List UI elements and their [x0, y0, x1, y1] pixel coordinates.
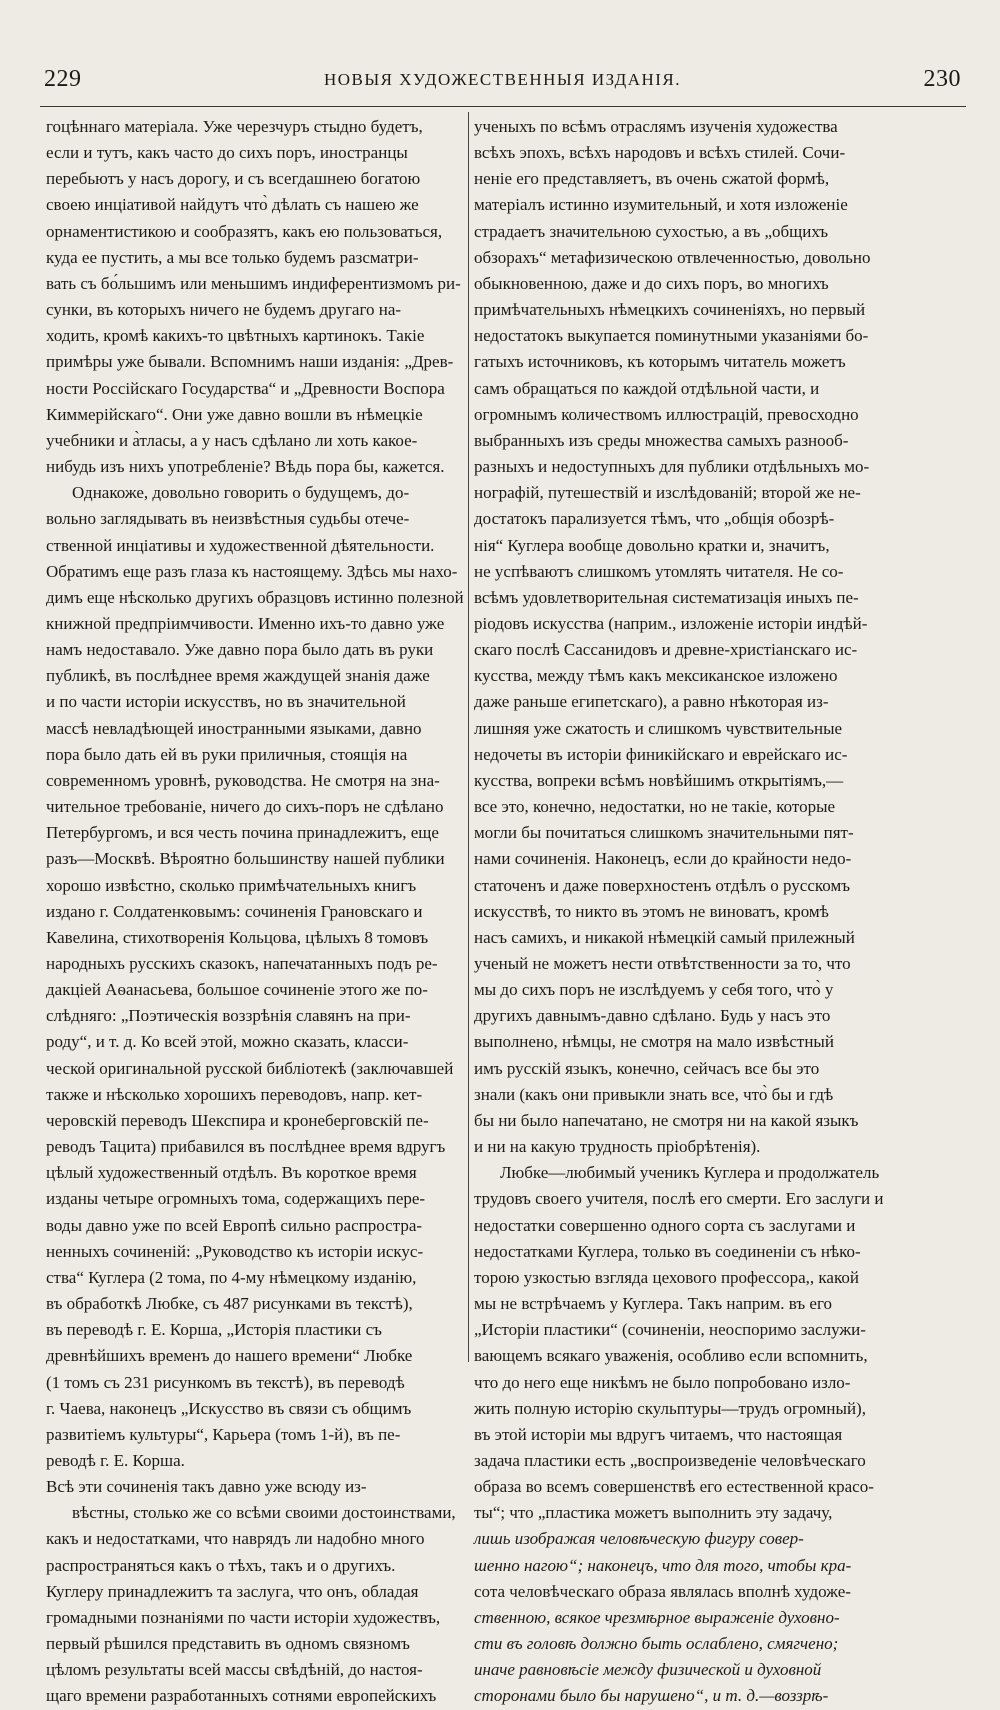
- text-line: ненныхъ сочиненій: „Руководство къ исторіи искус-: [46, 1241, 424, 1261]
- text-line: бы ни было напечатано, не смотря ни на какой языкъ: [474, 1110, 859, 1130]
- text-line: лишняя уже сжатость и слишкомъ чувствительные: [474, 718, 843, 738]
- text-line: какъ и недостатками, что наврядъ ли надобно много: [46, 1529, 425, 1549]
- text-line: Всѣ эти сочиненія такъ давно уже всюду из-: [46, 1477, 367, 1497]
- text-line: ственной инціативы и художественной дѣятельности.: [46, 535, 435, 555]
- text-line: все это, конечно, недостатки, но не такіе, которые: [474, 797, 836, 817]
- left-column: [46, 114, 464, 1710]
- text-line: реводѣ г. Е. Корша.: [46, 1450, 185, 1470]
- text-line: вольно заглядывать въ неизвѣстныя судьбы отече-: [46, 509, 410, 529]
- text-line: ходить, кромѣ какихъ-то цвѣтныхъ картинокъ. Такіе: [46, 326, 425, 346]
- text-line: гатыхъ источниковъ, къ которымъ читатель можетъ: [474, 352, 846, 372]
- text-line: выбранныхъ изъ среды множества самыхъ разнооб-: [474, 430, 849, 450]
- text-line: скаго послѣ Сассанидовъ и древне-христіанскаго ис-: [474, 640, 858, 660]
- text-line: торою узкостью взгляда цехового профессора,, какой: [474, 1267, 859, 1287]
- text-line: мы до сихъ поръ не изслѣдуемъ у себя того, что̀ у: [474, 980, 834, 1000]
- text-line: Петербургомъ, и вся честь почина принадлежитъ, еще: [46, 823, 439, 843]
- text-line: Кавелина, стихотворенія Кольцова, цѣлыхъ 8 томовъ: [46, 927, 429, 947]
- text-line: нія“ Куглера вообще довольно кратки и, значитъ,: [474, 535, 830, 555]
- text-line: цѣлый художественный отдѣлъ. Въ короткое время: [46, 1163, 417, 1183]
- text-line: выполнено, нѣмцы, не смотря на мало извѣстный: [474, 1032, 834, 1052]
- header-rule: [40, 106, 966, 107]
- text-line: пора было дать ей въ руки приличныя, стоящія на: [46, 744, 408, 764]
- text-line: и ни на какую трудность пріобрѣтенія).: [474, 1137, 761, 1157]
- text-line: димъ еще нѣсколько другихъ образцовъ истинно полезной: [46, 587, 464, 607]
- text-line: книжной предпріимчивости. Именно ихъ-то давно уже: [46, 613, 445, 633]
- text-line: недостатокъ выкупается поминутными указаніями бо-: [474, 326, 869, 346]
- text-line: въ переводѣ г. Е. Корша, „Исторія пластики съ: [46, 1320, 382, 1340]
- text-line: нами сочиненія. Наконецъ, если до крайности недо-: [474, 849, 852, 869]
- text-line: г. Чаева, наконецъ „Искусство въ связи съ общимъ: [46, 1398, 412, 1418]
- text-line: обыкновенною, даже и до сихъ поръ, во многихъ: [474, 273, 829, 293]
- text-line: ученыхъ по всѣмъ отраслямъ изученія художества: [474, 117, 838, 136]
- text-line: примѣры уже бывали. Вспомнимъ наши изданія: „Древ-: [46, 352, 454, 372]
- text-line: въ обработкѣ Любке, съ 487 рисунками въ текстѣ),: [46, 1294, 413, 1314]
- text-line: кусства, между тѣмъ какъ мексиканское изложено: [474, 666, 838, 686]
- page-header: [40, 58, 965, 98]
- text-line: ріодовъ искусства (наприм., изложеніе исторіи индѣй-: [474, 613, 868, 633]
- text-line: изданы четыре огромныхъ тома, содержащихъ пере-: [46, 1189, 426, 1209]
- text-line: ты“; что „пластика можетъ выполнить эту задачу,: [474, 1503, 833, 1523]
- text-line: жить полную исторію скульптуры—трудъ огромный),: [474, 1398, 866, 1418]
- text-line: задача пластики есть „воспроизведеніе человѣческаго: [474, 1450, 866, 1470]
- text-line: также и нѣсколько хорошихъ переводовъ, напр. кет-: [46, 1084, 423, 1104]
- text-line: народныхъ русскихъ сказокъ, напечатанныхъ подъ ре-: [46, 954, 438, 973]
- text-line: что до него еще никѣмъ не было попробовано изло-: [474, 1372, 851, 1392]
- text-line: вающемъ всякаго уваженія, особливо если вспомнить,: [474, 1346, 868, 1366]
- text-line: роду“, и т. д. Ко всей этой, можно сказать, класси-: [46, 1032, 409, 1052]
- text-line: другихъ давнымъ-давно сдѣлано. Будь у насъ это: [474, 1006, 831, 1026]
- text-line: нибудь изъ нихъ употребленіе? Вѣдь пора бы, кажется.: [46, 457, 445, 477]
- text-line: дакціей Аѳанасьева, большое сочиненіе этого же по-: [46, 980, 428, 1000]
- text-line: массѣ невладѣющей иностранными языками, давно: [46, 718, 422, 738]
- text-line: недочеты въ исторіи финикійскаго и еврейскаго ис-: [474, 744, 848, 764]
- text-line: куда ее пустить, а мы все только будемъ разсматри-: [46, 247, 419, 267]
- page-number-left: 229: [44, 66, 82, 92]
- text-line: матеріалъ истинно изумительный, и хотя изложеніе: [474, 195, 848, 215]
- text-line: могли бы почитаться слишкомъ значительными пят-: [474, 823, 854, 843]
- text-line: статоченъ и даже поверхностенъ отдѣлъ о русскомъ: [474, 875, 851, 895]
- text-line: знали (какъ они привыкли знать все, что̀ бы и гдѣ: [474, 1084, 834, 1104]
- text-line: ственною, всякое чрезмѣрное выраженіе духовно-: [474, 1607, 840, 1627]
- text-line: если и тутъ, какъ часто до сихъ поръ, иностранцы: [46, 143, 408, 163]
- text-line: насъ самихъ, и никакой нѣмецкій самый прилежный: [474, 927, 855, 947]
- text-line: кусства, вопреки всѣмъ новѣйшимъ открытіямъ,—: [474, 770, 844, 790]
- text-line: вать съ бо́льшимъ или меньшимъ индиферентизмомъ ри-: [46, 273, 461, 293]
- text-line: Любке—любимый ученикъ Куглера и продолжатель: [500, 1163, 880, 1183]
- text-line: щаго времени разработанныхъ сотнями европейскихъ: [46, 1686, 437, 1706]
- text-line: огромнымъ количествомъ иллюстрацій, превосходно: [474, 404, 859, 424]
- text-line: учебники и а̀тласы, а у насъ сдѣлано ли хоть какое-: [46, 430, 418, 450]
- text-line: примѣчательныхъ нѣмецкихъ сочиненіяхъ, но первый: [474, 300, 866, 320]
- text-line: даже раньше египетскаго), а равно нѣкоторая из-: [474, 692, 829, 712]
- text-line: ческой оригинальной русской библіотекѣ (заключавшей: [46, 1058, 454, 1078]
- text-line: страдаетъ значительною сухостью, а въ „общихъ: [474, 221, 829, 241]
- text-line: гоцѣннаго матеріала. Уже черезчуръ стыдно будетъ,: [46, 117, 423, 136]
- text-line: „Исторіи пластики“ (сочиненіи, неоспоримо заслужи-: [474, 1320, 866, 1340]
- text-line: сунки, въ которыхъ ничего не будемъ другаго на-: [46, 300, 402, 320]
- text-line: публикѣ, въ послѣднее время жаждущей знанія даже: [46, 666, 430, 686]
- text-line: орнаментистикою и сообразятъ, какъ ею пользоваться,: [46, 221, 443, 241]
- text-line: трудовъ своего учителя, послѣ его смерти. Его заслуги и: [474, 1189, 884, 1209]
- text-line: цѣломъ результаты всей массы свѣдѣній, до настоя-: [46, 1660, 423, 1680]
- text-line: перебьютъ у насъ дорогу, и съ всегдашнею богатою: [46, 169, 421, 189]
- text-line: самъ обращаться по каждой отдѣльной части, и: [474, 378, 820, 398]
- text-line: шенно нагою“; наконецъ, что для того, чтобы кра-: [474, 1555, 852, 1575]
- text-line: сторонами было бы нарушено“, и т. д.—воззрѣ-: [474, 1686, 829, 1706]
- text-line: издано г. Солдатенковымъ: сочиненія Грановскаго и: [46, 901, 423, 921]
- text-line: черовскій переводъ Шекспира и кронеберговскій пе-: [46, 1110, 429, 1130]
- text-line: недостатками Куглера, только въ соединеніи съ нѣко-: [474, 1241, 861, 1261]
- text-line: разъ—Москвѣ. Вѣроятно большинству нашей публики: [46, 849, 445, 869]
- text-line: слѣдняго: „Поэтическія воззрѣнія славянъ на при-: [46, 1006, 411, 1026]
- text-line: ства“ Куглера (2 тома, по 4-му нѣмецкому изданію,: [46, 1267, 417, 1287]
- text-line: ученый не можетъ нести отвѣтственности за то, что: [474, 954, 851, 973]
- text-line: сти въ головѣ должно быть ослаблено, смягчено;: [474, 1634, 839, 1654]
- text-line: образа во всемъ совершенствѣ его естественной красо-: [474, 1477, 874, 1497]
- text-line: древнѣйшихъ временъ до нашего времени“ Любке: [46, 1346, 413, 1366]
- text-line: хорошо извѣстно, сколько примѣчательныхъ книгъ: [46, 875, 417, 895]
- text-line: сота человѣческаго образа являлась вполнѣ художе-: [474, 1581, 851, 1601]
- text-line: первый рѣшился представить въ одномъ связномъ: [46, 1634, 410, 1654]
- text-line: и по части исторіи искусствъ, но въ значительной: [46, 692, 406, 712]
- text-line: воды давно уже по всей Европѣ сильно распростра-: [46, 1215, 423, 1235]
- text-line: не успѣваютъ слишкомъ утомлять читателя. Не со-: [474, 561, 844, 581]
- text-line: нографій, путешествій и изслѣдованій; второй же не-: [474, 483, 861, 503]
- text-line: достатокъ парализуется тѣмъ, что „общія обозрѣ-: [474, 509, 835, 529]
- text-line: мы не встрѣчаемъ у Куглера. Такъ наприм. въ его: [474, 1294, 833, 1314]
- text-line: громадными познаніями по части исторіи художествъ,: [46, 1607, 441, 1627]
- text-line: современномъ уровнѣ, руководства. Не смотря на зна-: [46, 770, 440, 790]
- text-line: вѣстны, столько же со всѣми своими достоинствами,: [72, 1503, 456, 1523]
- page-number-right: 230: [923, 66, 961, 92]
- text-line: обзорахъ“ метафизическою отвлеченностью, довольно: [474, 247, 871, 267]
- text-line: лишь изображая человѣческую фигуру совер-: [474, 1529, 804, 1549]
- text-line: чительное требованіе, ничего до сихъ-поръ не сдѣлано: [46, 797, 444, 817]
- text-line: имъ русскій языкъ, конечно, сейчасъ все бы это: [474, 1058, 820, 1078]
- text-line: иначе равновѣсіе между физической и духовной: [474, 1660, 822, 1680]
- running-title: НОВЫЯ ХУДОЖЕСТВЕННЫЯ ИЗДАНІЯ.: [323, 70, 682, 89]
- text-line: Обратимъ еще разъ глаза къ настоящему. Здѣсь мы нахо-: [46, 561, 458, 581]
- text-line: намъ недоставало. Уже давно пора было дать въ руки: [46, 640, 434, 660]
- text-line: разныхъ и недоступныхъ для публики отдѣльныхъ мо-: [474, 457, 870, 477]
- text-line: недостатки совершенно одного сорта съ заслугами и: [474, 1215, 856, 1235]
- text-line: распространяться какъ о тѣхъ, такъ и о другихъ.: [46, 1555, 396, 1575]
- text-line: всѣхъ эпохъ, всѣхъ народовъ и всѣхъ стилей. Сочи-: [474, 143, 846, 163]
- text-line: неніе его представляетъ, въ очень сжатой формѣ,: [474, 169, 830, 189]
- text-line: Куглеру принадлежитъ та заслуга, что онъ, обладая: [46, 1581, 419, 1601]
- text-line: развитіемъ культуры“, Карьера (томъ 1-й), въ пе-: [46, 1424, 401, 1444]
- column-divider: [468, 112, 469, 1362]
- text-line: ности Россійскаго Государства“ и „Древности Воспора: [46, 378, 445, 398]
- text-line: Киммерійскаго“. Они уже давно вошли въ нѣмецкіе: [46, 404, 423, 424]
- right-column: [474, 114, 884, 1710]
- text-line: искусствѣ, то никто въ этомъ не виноватъ, кромѣ: [474, 901, 829, 921]
- text-line: (1 томъ съ 231 рисункомъ въ текстѣ), въ переводѣ: [46, 1372, 405, 1392]
- text-line: въ этой исторіи мы вдругъ читаемъ, что настоящая: [474, 1424, 843, 1444]
- text-line: реводъ Тацита) прибавился въ послѣднее время вдругъ: [46, 1137, 446, 1157]
- text-line: Однакоже, довольно говорить о будущемъ, до-: [72, 483, 410, 503]
- text-line: всѣмъ удовлетворительная систематизація иныхъ пе-: [474, 587, 859, 607]
- text-line: своею инціативой найдутъ что̀ дѣлать съ нашею же: [46, 195, 419, 215]
